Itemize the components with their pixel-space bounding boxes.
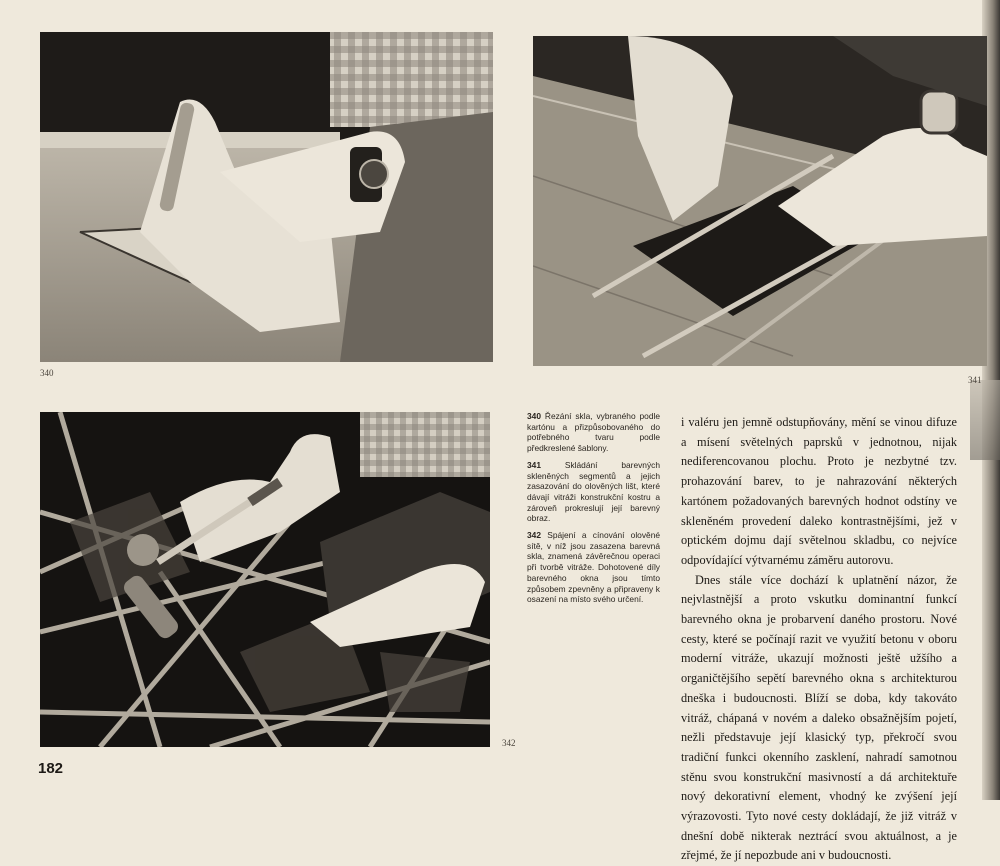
caption-340: [527, 411, 660, 454]
caption-number: 342: [527, 530, 541, 541]
caption-text: Spájení a cínování olověné sítě, v níž jsou zasazena barevná skla, znamená závěrečnou operaci při tvorbě vitráže. Dohotovené díly barevného okna jsou tímto způsobem zpevněny a připraveny k osazení na místo svého určení.: [527, 530, 661, 605]
caption-342: [527, 530, 660, 605]
body-paragraph: i valéru jen jemně odstupňovány, mění se vinou difuze a mísení světelných paprsků v jednotnou, nijak nediferencovanou plochu. Proto je nezbytné tzv. prohazování barev, to je nahrazování některých kartónem požadovaných barevných hodnot odstíny ve skleněném provedení daleko kontrastnějšími, jež v optickém dojmu dají světelnou skladbu, co nejvíce odpovídající výtvarnému záměru autorovu.: [681, 415, 957, 567]
caption-number: 340: [527, 411, 541, 421]
body-text-column: [681, 413, 957, 866]
photo-342-illustration: [40, 412, 490, 747]
page-number: 182: [38, 760, 64, 777]
body-paragraph: Dnes stále více dochází k uplatnění názor, že nejvlastnější a proto vskutku dominantní funkcí barevného okna je probarvení daného prostoru. Nové cesty, které se počínají razit ve využití betonu v oboru moderní vitráže, ukazují možnosti ještě užšího a organičtějšího sepětí barevného okna s architekturou dneška i budoucnosti. Blíží se doba, kdy takováto vitráž, chápaná v novém a daleko obsažnějším pojetí, nežli představuje její klasický typ, překročí svou tradiční funkci okenního zasklení, nahradí samotnou stěnu svou konstrukční masivností a dá architektuře nový dekorativní element, vhodný ke zvýšení její výrazovosti. Tyto nové cesty dokládají, že již vitráž v dnešní době nikterak neztrácí svou aktuálnost, a je zřejmé, že jí nepozbude ani v budoucnosti.: [681, 572, 957, 863]
page-bleed: [970, 380, 1000, 460]
photo-340-cutting-glass: [40, 32, 493, 362]
figure-number-342: 342: [502, 738, 516, 748]
photo-340-illustration: [40, 32, 493, 362]
photo-342-soldering-lead: [40, 412, 490, 747]
photo-341-fitting-glass: [533, 36, 987, 366]
figure-number-341: 341: [968, 375, 982, 385]
caption-341: [527, 460, 660, 524]
figure-number-340: 340: [40, 368, 54, 378]
caption-number: 341: [527, 459, 541, 470]
caption-column: [527, 411, 660, 611]
caption-text: Řezání skla, vybraného podle kartónu a přizpůsobovaného do potřebného tvaru podle předkreslené šablony.: [527, 411, 661, 454]
caption-text: Skládání barevných skleněných segmentů a jejich zasazování do olověných lišt, které dávají vitráži konstrukční kostru a zároveň prokreslují její barevný obraz.: [527, 459, 660, 524]
photo-341-illustration: [533, 36, 987, 366]
